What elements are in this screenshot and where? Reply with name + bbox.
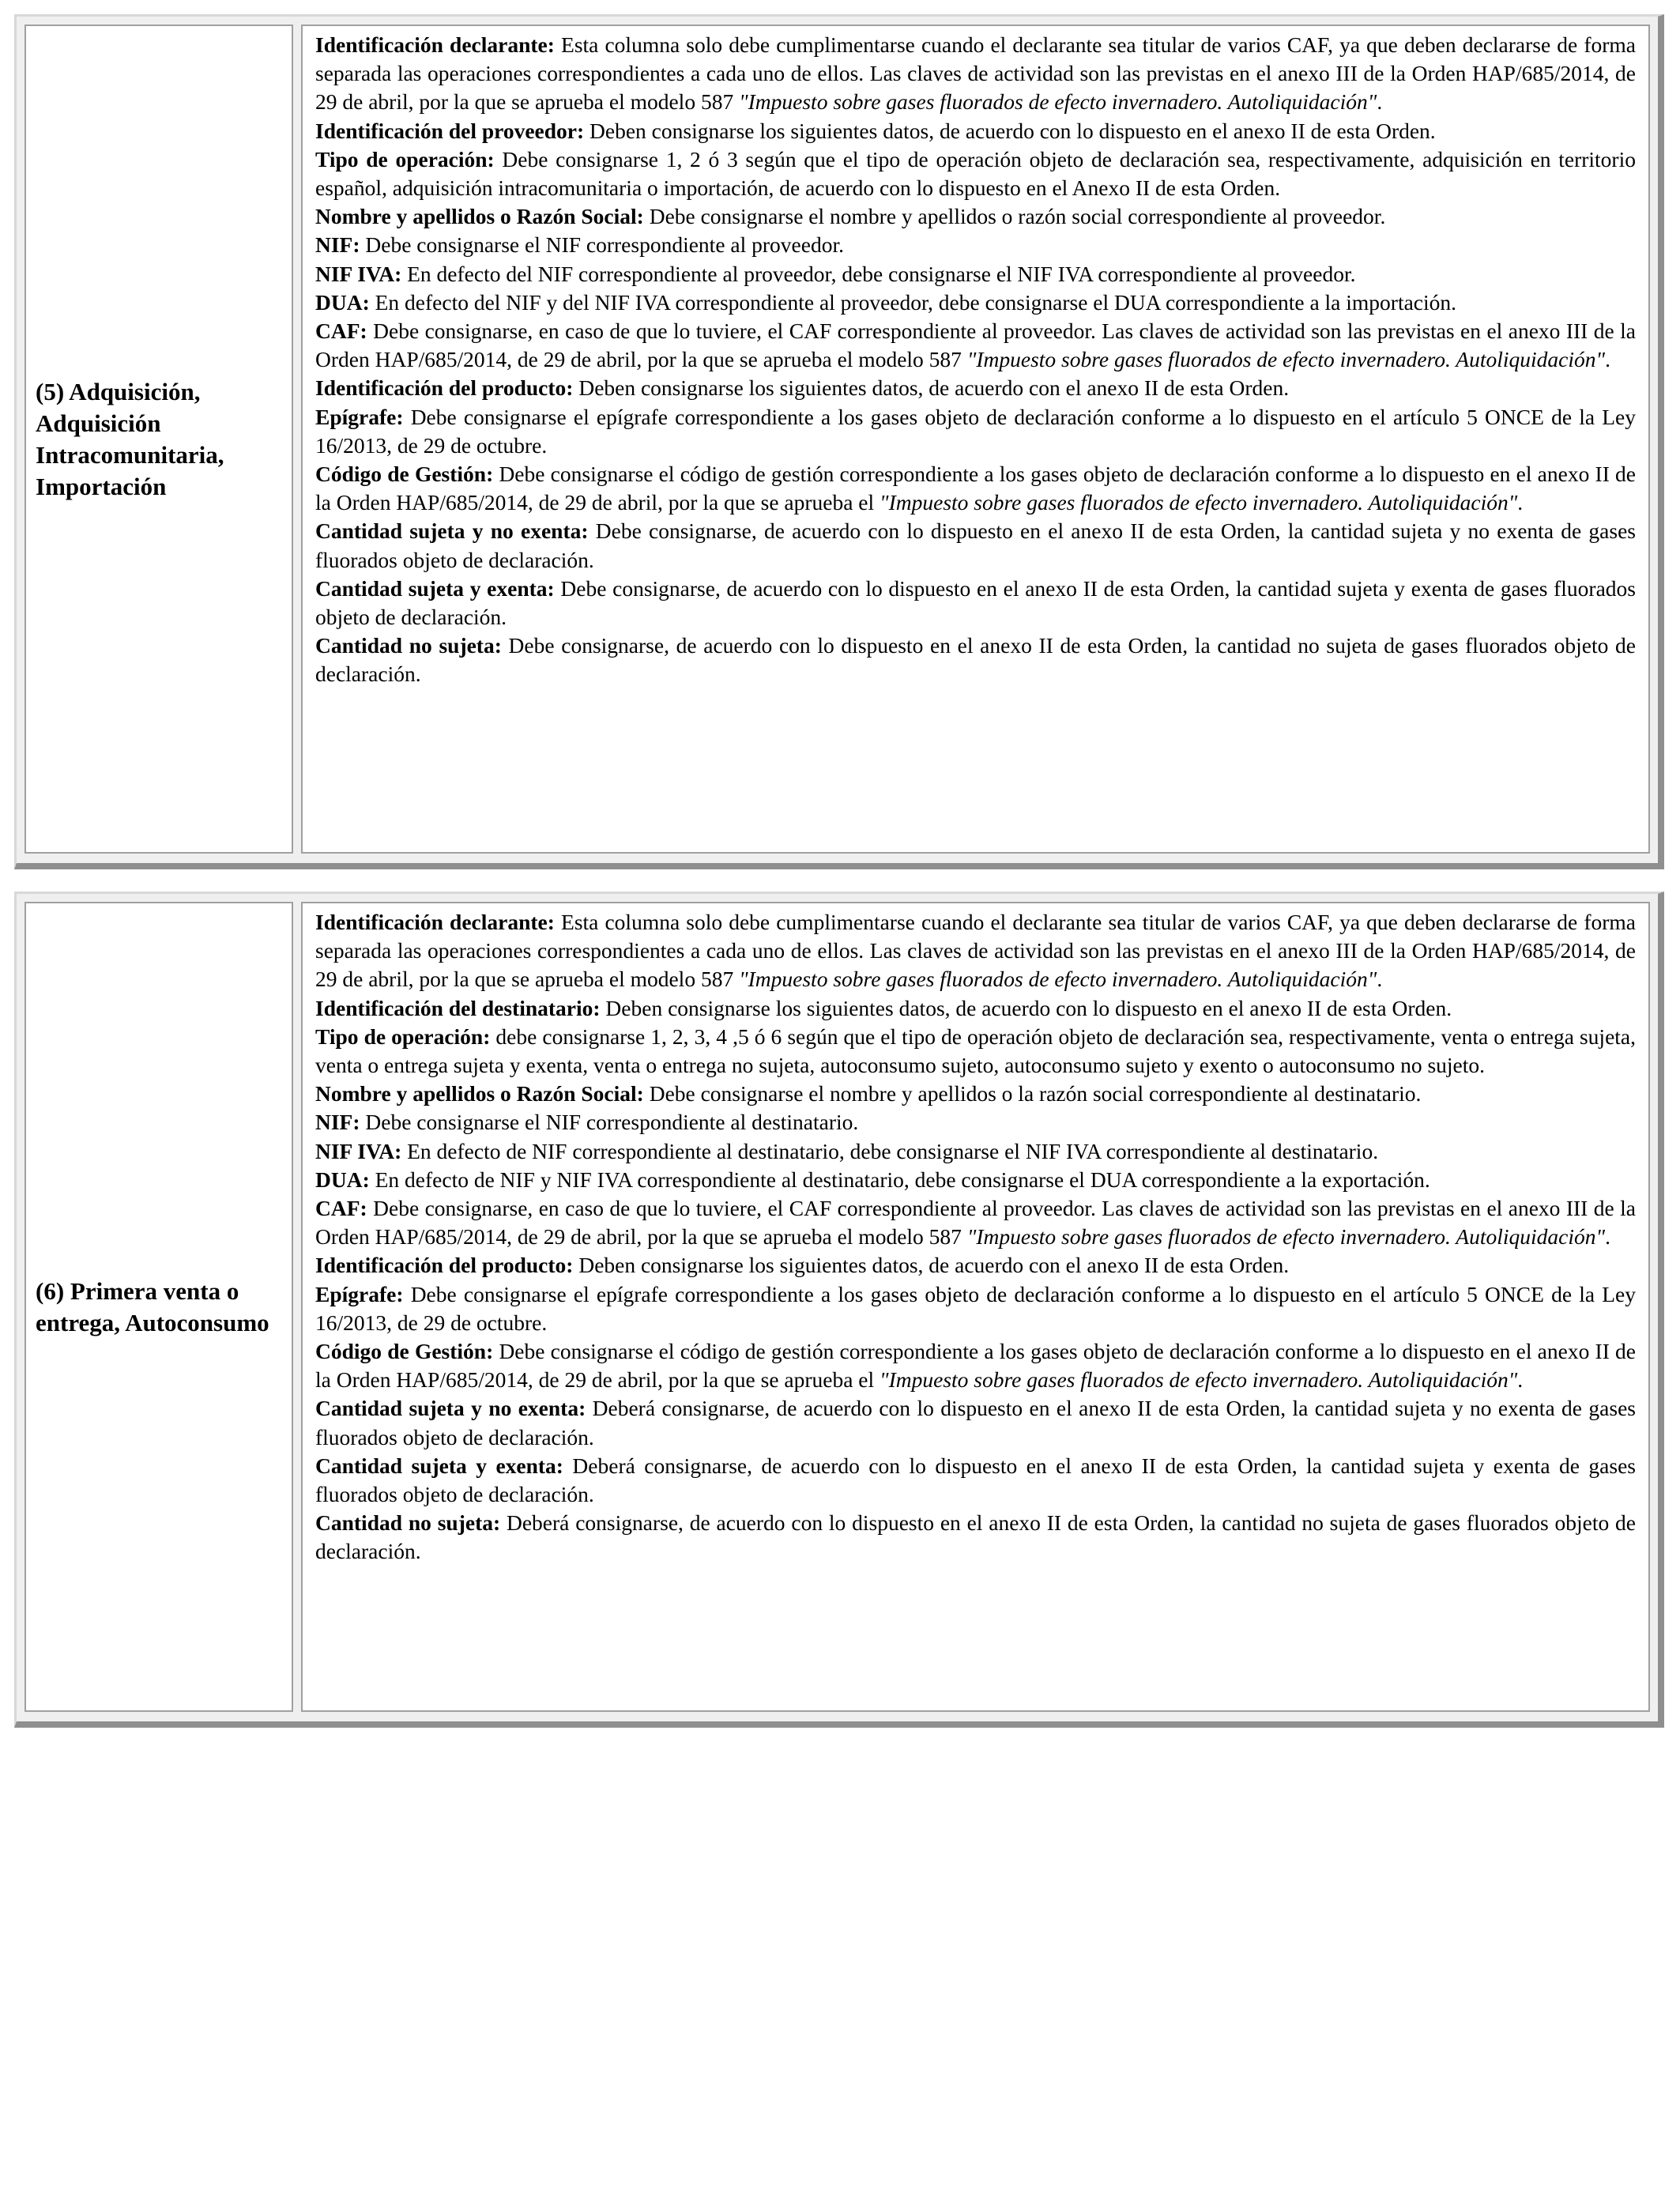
- field-description: [315, 374, 1636, 402]
- field-description: [315, 117, 1636, 145]
- field-description: [315, 31, 1636, 117]
- field-description: [315, 1080, 1636, 1108]
- field-description: [315, 994, 1636, 1023]
- field-text: En defecto del NIF y del NIF IVA correspondiente al proveedor, debe consignarse el DUA correspondiente a la importación.: [369, 289, 1457, 315]
- field-text: Deberá consignarse, de acuerdo con lo dispuesto en el anexo II de esta Orden, la cantidad no sujeta de gases fluorados objeto de declaración.: [315, 1510, 1636, 1564]
- field-text: debe consignarse 1, 2, 3, 4 ,5 ó 6 según que el tipo de operación objeto de declaración sea, respectivamente, venta o entrega sujeta, venta o entrega sujeta y exenta, venta o entrega no sujeta, autoconsumo sujeto, autoconsumo sujeto y exento o autoconsumo no sujeto.: [315, 1023, 1636, 1078]
- field-text: En defecto del NIF correspondiente al proveedor, debe consignarse el NIF IVA correspondiente al proveedor.: [401, 261, 1356, 286]
- field-term: Epígrafe:: [315, 404, 404, 429]
- field-text: Debe consignarse el epígrafe correspondiente a los gases objeto de declaración conforme a lo dispuesto en el artículo 5 ONCE de la Ley 16/2013, de 29 de octubre.: [315, 1281, 1636, 1335]
- field-text: Debe consignarse el epígrafe correspondiente a los gases objeto de declaración conforme a lo dispuesto en el artículo 5 ONCE de la Ley 16/2013, de 29 de octubre.: [315, 404, 1636, 458]
- field-text: Esta columna solo debe cumplimentarse cuando el declarante sea titular de varios CAF, ya que deben declararse de forma separada las operaciones correspondientes a cada uno de ellos. Las claves de actividad son las previstas en el anexo III de la Orden HAP/685/2014, de 29 de abril, por la que se aprueba el modelo 587: [315, 910, 1637, 992]
- field-term: Identificación declarante:: [315, 32, 555, 57]
- field-term: Epígrafe:: [315, 1281, 404, 1306]
- section-label-cell: [24, 25, 293, 854]
- field-term: Cantidad sujeta y no exenta:: [315, 1396, 586, 1421]
- field-description: [315, 1452, 1636, 1509]
- field-description: [315, 517, 1636, 574]
- field-description: [315, 260, 1636, 288]
- field-description: [315, 575, 1636, 631]
- field-italic-text: "Impuesto sobre gases fluorados de efecto invernadero. Autoliquidación": [739, 89, 1377, 115]
- field-text: Esta columna solo debe cumplimentarse cuando el declarante sea titular de varios CAF, ya que deben declararse de forma separada las operaciones correspondientes a cada uno de ellos. Las claves de actividad son las previstas en el anexo III de la Orden HAP/685/2014, de 29 de abril, por la que se aprueba el modelo 587: [315, 32, 1637, 115]
- field-text: Deberá consignarse, de acuerdo con lo dispuesto en el anexo II de esta Orden, la cantidad sujeta y no exenta de gases fluorados objeto de declaración.: [315, 1396, 1636, 1449]
- field-term: DUA:: [315, 289, 370, 315]
- field-tail: .: [1605, 347, 1610, 372]
- section-label: (6) Primera venta o entrega, Autoconsumo: [36, 1276, 269, 1336]
- field-term: NIF IVA:: [315, 261, 402, 286]
- field-text: Debe consignarse el código de gestión correspondiente a los gases objeto de declaración conforme a lo dispuesto en el anexo II de la Orden HAP/685/2014, de 29 de abril, por la que se aprueba el: [315, 1339, 1637, 1393]
- field-term: Identificación del producto:: [315, 1253, 574, 1278]
- field-term: CAF:: [315, 319, 367, 344]
- field-description: [315, 1280, 1636, 1337]
- table-section-6: [14, 892, 1664, 1728]
- field-description: [315, 1166, 1636, 1194]
- field-tail: .: [1377, 89, 1383, 115]
- field-description: [315, 1394, 1636, 1451]
- field-term: Código de Gestión:: [315, 462, 494, 487]
- field-term: Cantidad no sujeta:: [315, 1510, 501, 1536]
- field-term: Cantidad sujeta y no exenta:: [315, 518, 589, 544]
- field-description: [315, 631, 1636, 688]
- field-text: Debe consignarse el NIF correspondiente al proveedor.: [360, 232, 844, 258]
- field-description: [315, 1137, 1636, 1166]
- field-term: Tipo de operación:: [315, 146, 495, 172]
- field-term: Código de Gestión:: [315, 1339, 494, 1364]
- field-description: [315, 145, 1636, 202]
- field-description: [315, 317, 1636, 374]
- field-text: Deben consignarse los siguientes datos, de acuerdo con lo dispuesto en el anexo II de esta Orden.: [600, 995, 1452, 1020]
- field-term: Nombre y apellidos o Razón Social:: [315, 204, 644, 229]
- field-italic-text: "Impuesto sobre gases fluorados de efecto invernadero. Autoliquidación": [880, 490, 1518, 515]
- field-text: En defecto de NIF correspondiente al destinatario, debe consignarse el NIF IVA correspondiente al destinatario.: [401, 1138, 1379, 1163]
- field-tail: .: [1605, 1224, 1610, 1250]
- field-term: DUA:: [315, 1167, 370, 1192]
- field-description: [315, 1337, 1636, 1394]
- section-content-cell: [301, 902, 1650, 1712]
- field-tail: .: [1517, 490, 1524, 515]
- table-row: [24, 25, 1650, 854]
- field-term: Identificación del destinatario:: [315, 995, 601, 1020]
- field-term: Identificación del proveedor:: [315, 118, 585, 143]
- field-tail: .: [1377, 967, 1383, 992]
- field-text: Deben consignarse los siguientes datos, de acuerdo con lo dispuesto en el anexo II de esta Orden.: [584, 118, 1436, 143]
- field-description: [315, 1023, 1636, 1080]
- field-italic-text: "Impuesto sobre gases fluorados de efecto invernadero. Autoliquidación": [966, 347, 1606, 372]
- field-term: NIF:: [315, 232, 360, 258]
- field-text: Debe consignarse, de acuerdo con lo dispuesto en el anexo II de esta Orden, la cantidad sujeta y exenta de gases fluorados objeto de declaración.: [315, 575, 1636, 630]
- field-text: Debe consignarse el código de gestión correspondiente a los gases objeto de declaración conforme a lo dispuesto en el anexo II de la Orden HAP/685/2014, de 29 de abril, por la que se aprueba el: [315, 462, 1637, 515]
- field-description: [315, 1108, 1636, 1137]
- field-description: [315, 231, 1636, 259]
- field-description: [315, 908, 1636, 994]
- field-text: Debe consignarse el nombre y apellidos o razón social correspondiente al proveedor.: [643, 204, 1386, 229]
- field-italic-text: "Impuesto sobre gases fluorados de efecto invernadero. Autoliquidación": [739, 967, 1377, 992]
- field-description: [315, 288, 1636, 317]
- field-description: [315, 1509, 1636, 1566]
- field-description: [315, 1251, 1636, 1280]
- field-text: Deberá consignarse, de acuerdo con lo dispuesto en el anexo II de esta Orden, la cantidad sujeta y exenta de gases fluorados objeto de declaración.: [315, 1453, 1636, 1507]
- field-term: Cantidad sujeta y exenta:: [315, 575, 555, 601]
- field-term: Identificación declarante:: [315, 910, 555, 934]
- field-text: Deben consignarse los siguientes datos, de acuerdo con el anexo II de esta Orden.: [573, 1253, 1290, 1278]
- field-text: Debe consignarse el nombre y apellidos o la razón social correspondiente al destinatario.: [643, 1081, 1422, 1106]
- field-term: Nombre y apellidos o Razón Social:: [315, 1081, 644, 1106]
- field-text: Deben consignarse los siguientes datos, de acuerdo con el anexo II de esta Orden.: [573, 375, 1290, 401]
- table-row: [24, 902, 1650, 1712]
- field-term: Cantidad no sujeta:: [315, 633, 502, 658]
- field-term: NIF:: [315, 1110, 360, 1135]
- field-description: [315, 403, 1636, 460]
- field-term: Identificación del producto:: [315, 375, 574, 401]
- field-term: Cantidad sujeta y exenta:: [315, 1453, 563, 1478]
- field-text: Debe consignarse, en caso de que lo tuviere, el CAF correspondiente al proveedor. Las claves de actividad son las previstas en el anexo III de la Orden HAP/685/2014, de 29 de abril, por la que se aprueba el modelo 587: [315, 1196, 1636, 1250]
- section-label-cell: [24, 902, 293, 1712]
- field-text: Debe consignarse, de acuerdo con lo dispuesto en el anexo II de esta Orden, la cantidad no sujeta de gases fluorados objeto de declaración.: [315, 633, 1636, 687]
- field-text: Debe consignarse 1, 2 ó 3 según que el tipo de operación objeto de declaración sea, respectivamente, adquisición en territorio español, adquisición intracomunitaria o importación, de acuerdo con lo dispuesto en el Anexo II de esta Orden.: [315, 146, 1636, 201]
- field-description: [315, 202, 1636, 231]
- field-text: Debe consignarse, de acuerdo con lo dispuesto en el anexo II de esta Orden, la cantidad sujeta y no exenta de gases fluorados objeto de declaración.: [315, 518, 1636, 572]
- field-text: Debe consignarse, en caso de que lo tuviere, el CAF correspondiente al proveedor. Las claves de actividad son las previstas en el anexo III de la Orden HAP/685/2014, de 29 de abril, por la que se aprueba el modelo 587: [315, 319, 1636, 372]
- field-term: NIF IVA:: [315, 1138, 402, 1163]
- field-tail: .: [1517, 1367, 1524, 1393]
- table-section-5: [14, 14, 1664, 869]
- field-description: [315, 460, 1636, 517]
- field-term: Tipo de operación:: [315, 1023, 491, 1049]
- field-text: En defecto de NIF y NIF IVA correspondiente al destinatario, debe consignarse el DUA correspondiente a la exportación.: [369, 1167, 1430, 1192]
- section-label: (5) Adquisición, Adquisición Intracomunitaria, Importación: [36, 377, 224, 500]
- field-italic-text: "Impuesto sobre gases fluorados de efecto invernadero. Autoliquidación": [966, 1224, 1606, 1250]
- section-content-cell: [301, 25, 1650, 854]
- field-description: [315, 1194, 1636, 1251]
- field-italic-text: "Impuesto sobre gases fluorados de efecto invernadero. Autoliquidación": [880, 1367, 1518, 1393]
- field-term: CAF:: [315, 1196, 367, 1221]
- field-text: Debe consignarse el NIF correspondiente al destinatario.: [360, 1110, 859, 1135]
